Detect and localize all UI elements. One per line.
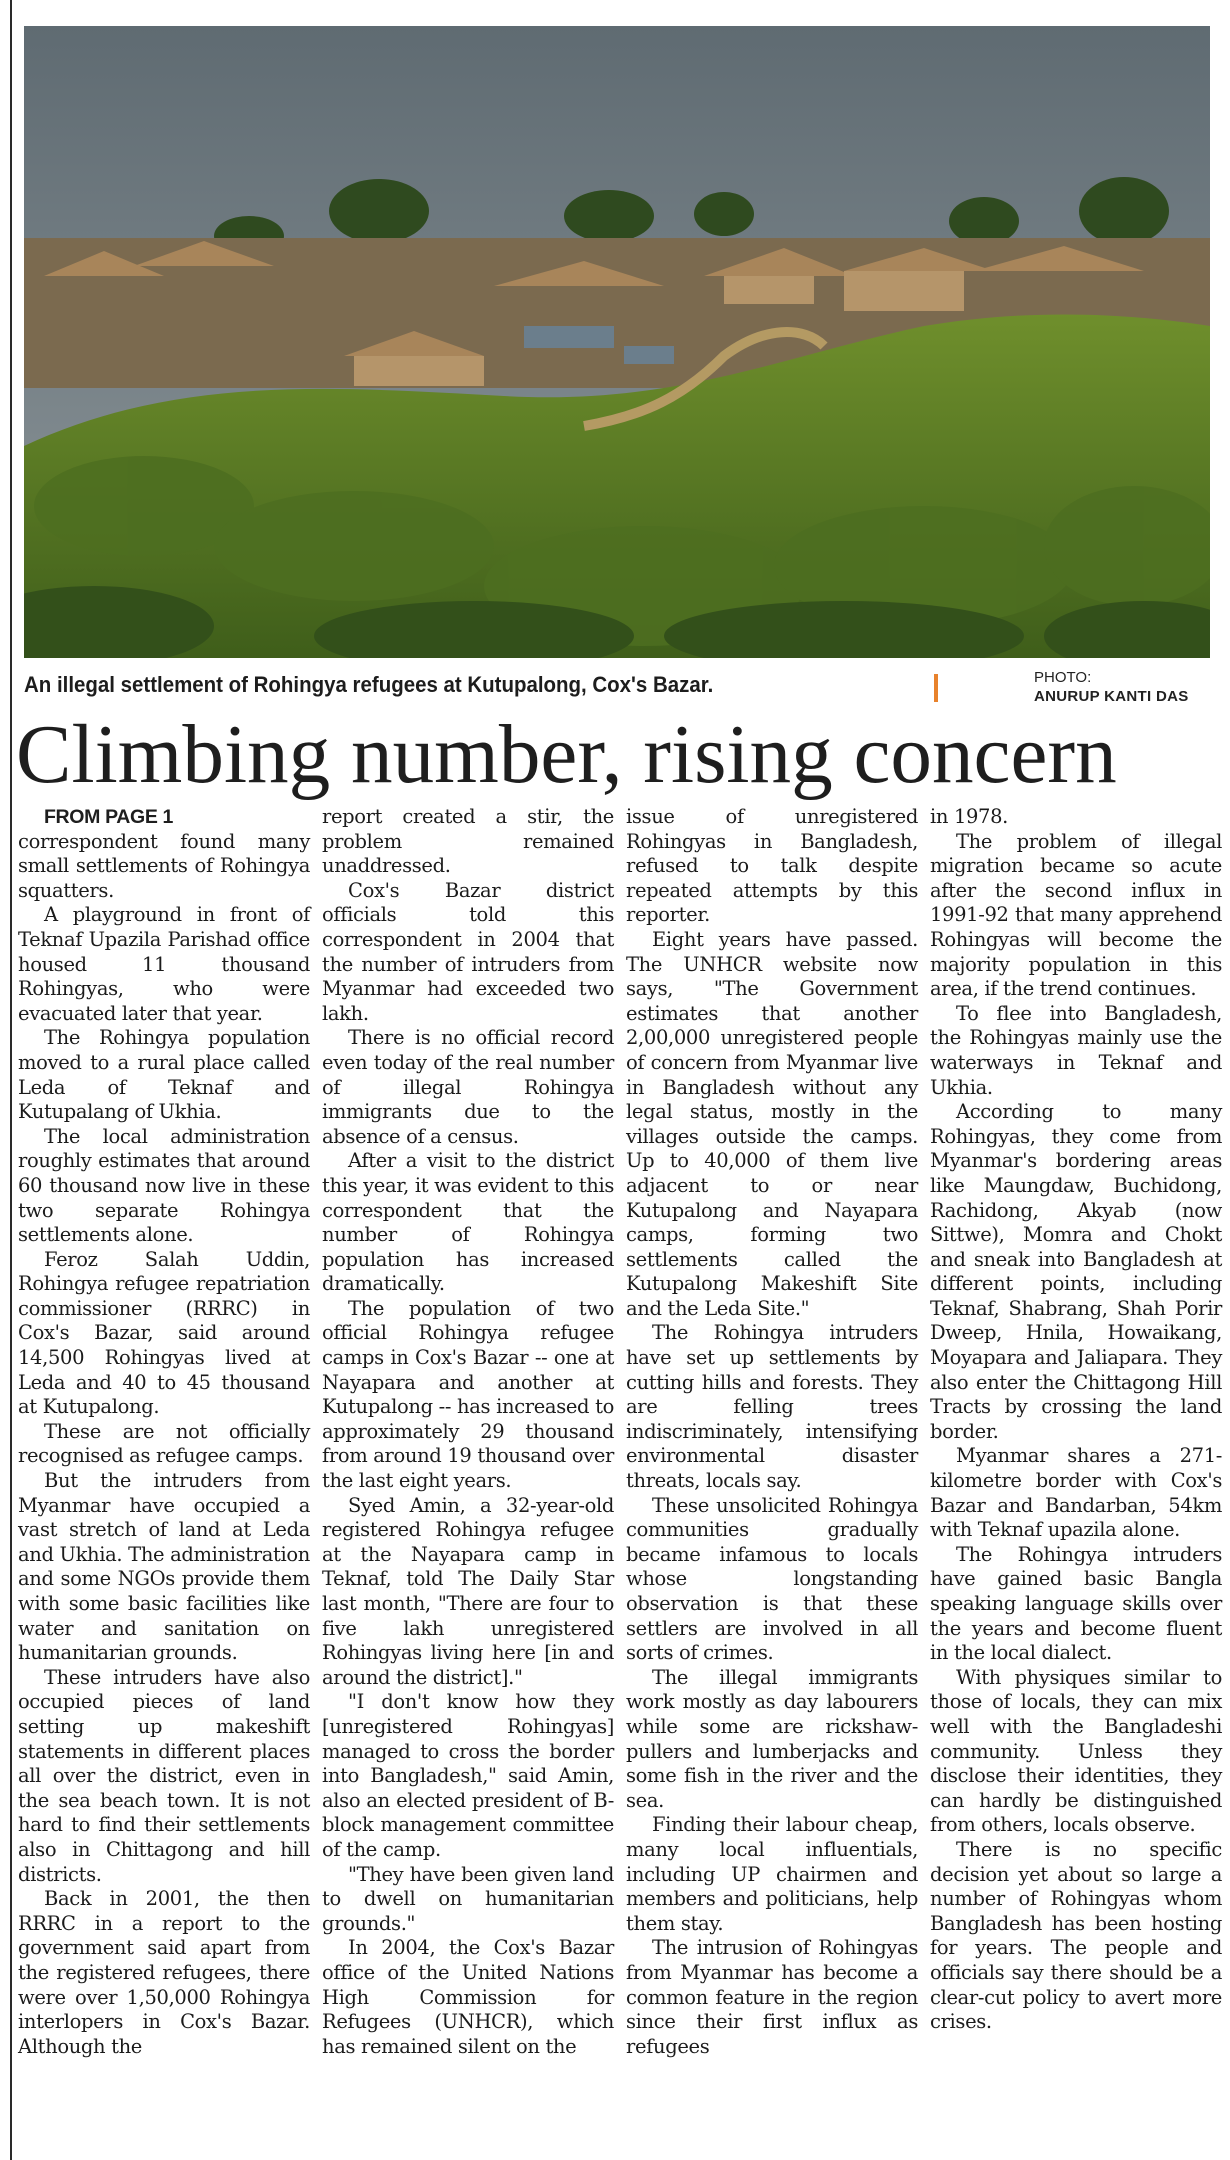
paragraph: report created a stir, the problem remained unaddressed. [322,805,614,878]
paragraph: The problem of illegal migration became so acute after the second influx in 1991-92 that many apprehend Rohingyas will become the majority population in this area, if the trend continues. [930,829,1222,1001]
paragraph: Feroz Salah Uddin, Rohingya refugee repatriation commissioner (RRRC) in Cox's Bazar, said around 14,500 Rohingyas lived at Leda and 40 to 45 thousand at Kutupalong. [18,1247,310,1419]
paragraph: Back in 2001, the then RRRC in a report to the government said apart from the registered refugees, there were over 1,50,000 Rohingya interlopers in Cox's Bazar. Although the [18,1887,310,2058]
paragraph: There is no specific decision yet about so large a number of Rohingyas whom Bangladesh has been hosting for years. The people and officials say there should be a clear-cut policy to avert more crises. [930,1837,1222,2034]
paragraph: These unsolicited Rohingya communities gradually became infamous to locals whose longstanding observation is that these settlers are involved in all sorts of crimes. [626,1493,918,1665]
paragraph: Finding their labour cheap, many local influentials, including UP chairmen and members and politicians, help them stay. [626,1813,918,1935]
paragraph: In 2004, the Cox's Bazar office of the United Nations High Commission for Refugees (UNHCR), which has remained silent on the [322,1936,614,2058]
photo-caption: An illegal settlement of Rohingya refugees at Kutupalong, Cox's Bazar. [24,672,714,697]
paragraph: After a visit to the district this year, it was evident to this correspondent that the number of Rohingya population has increased dramatically. [322,1149,614,1296]
paragraph: The illegal immigrants work mostly as day labourers while some are rickshaw-pullers and lumberjacks and some fish in the river and the sea. [626,1665,918,1812]
paragraph: Cox's Bazar district officials told this correspondent in 2004 that the number of intruders from Myanmar had exceeded two lakh. [322,878,614,1025]
paragraph: The Rohingya intruders have gained basic Bangla speaking language skills over the years and become fluent in the local dialect. [930,1542,1222,1665]
article-column-4 [930,805,1222,2155]
article-column-3 [626,805,918,2155]
article-body [18,805,1222,2155]
paragraph: The population of two official Rohingya refugee camps in Cox's Bazar -- one at Nayapara and another at Kutupalong -- has increased to approximately 29 thousand from around 19 thousand over the last eight years. [322,1296,614,1493]
kicker: FROM PAGE 1 [44,806,174,828]
paragraph: Eight years have passed. The UNHCR website now says, "The Government estimates that another 2,00,000 unregistered people of concern from Myanmar live in Bangladesh without any legal status, mostly in the villages outside the camps. Up to 40,000 of them live adjacent to or near Kutupalong and Nayapara camps, forming two settlements called the Kutupalong Makeshift Site and the Leda Site." [626,927,918,1320]
paragraph: According to many Rohingyas, they come from Myanmar's bordering areas like Maungdaw, Buchidong, Rachidong, Akyab (now Sittwe), Momra and Chokt and sneak into Bangladesh at different points, including Teknaf, Shabrang, Shah Porir Dweep, Hnila, Howaikang, Moyapara and Jaliapara. They also enter the Chittagong Hill Tracts by crossing the land border. [930,1100,1222,1443]
paragraph: "They have been given land to dwell on humanitarian grounds." [322,1862,614,1935]
paragraph: The Rohingya population moved to a rural place called Leda of Teknaf and Kutupalang of Ukhia. [18,1026,310,1124]
article-column-2 [322,805,614,2155]
paragraph: Myanmar shares a 271-kilometre border with Cox's Bazar and Bandarban, 54km with Teknaf upazila alone. [930,1444,1222,1542]
paragraph: There is no official record even today of the real number of illegal Rohingya immigrants due to the absence of a census. [322,1026,614,1148]
paragraph: The intrusion of Rohingyas from Myanmar has become a common feature in the region since their first influx as refugees [626,1936,918,2058]
paragraph: correspondent found many small settlements of Rohingya squatters. [18,829,310,902]
caption-divider [934,674,938,702]
paragraph: in 1978. [930,805,1009,828]
paragraph: A playground in front of Teknaf Upazila Parishad office housed 11 thousand Rohingyas, who were evacuated later that year. [18,903,310,1025]
article-headline: Climbing number, rising concern [16,708,1117,801]
page-left-rule [10,0,12,2160]
paragraph: Syed Amin, a 32-year-old registered Rohingya refugee at the Nayapara camp in Teknaf, told The Daily Star last month, "There are four to five lakh unregistered Rohingyas living here [in and around the district]." [322,1493,614,1689]
photo-credit-name: ANURUP KANTI DAS [1034,688,1189,705]
paragraph: "I don't know how they [unregistered Rohingyas] managed to cross the border into Bangladesh," said Amin, also an elected president of B-block management committee of the camp. [322,1690,614,1861]
settlement-photo [24,26,1210,658]
paragraph: The local administration roughly estimates that around 60 thousand now live in these two separate Rohingya settlements alone. [18,1124,310,1247]
paragraph: But the intruders from Myanmar have occupied a vast stretch of land at Leda and Ukhia. The administration and some NGOs provide them with some basic facilities like water and sanitation on humanitarian grounds. [18,1469,310,1665]
photo-illustration [24,26,1210,658]
paragraph: The Rohingya intruders have set up settlements by cutting hills and forests. They are felling trees indiscriminately, intensifying environmental disaster threats, locals say. [626,1321,918,1493]
paragraph: issue of unregistered Rohingyas in Bangladesh, refused to talk despite repeated attempts by this reporter. [626,805,918,927]
paragraph: To flee into Bangladesh, the Rohingyas mainly use the waterways in Teknaf and Ukhia. [930,1001,1222,1099]
paragraph: With physiques similar to those of locals, they can mix well with the Bangladeshi community. Unless they disclose their identities, they can hardly be distinguished from others, locals observe. [930,1665,1222,1837]
paragraph: These are not officially recognised as refugee camps. [18,1419,310,1468]
article-column-1 [18,805,310,2155]
paragraph: These intruders have also occupied pieces of land setting up makeshift statements in different places all over the district, even in the sea beach town. It is not hard to find their settlements also in Chittagong and hill districts. [18,1665,310,1886]
photo-credit-label: PHOTO: [1034,669,1092,686]
